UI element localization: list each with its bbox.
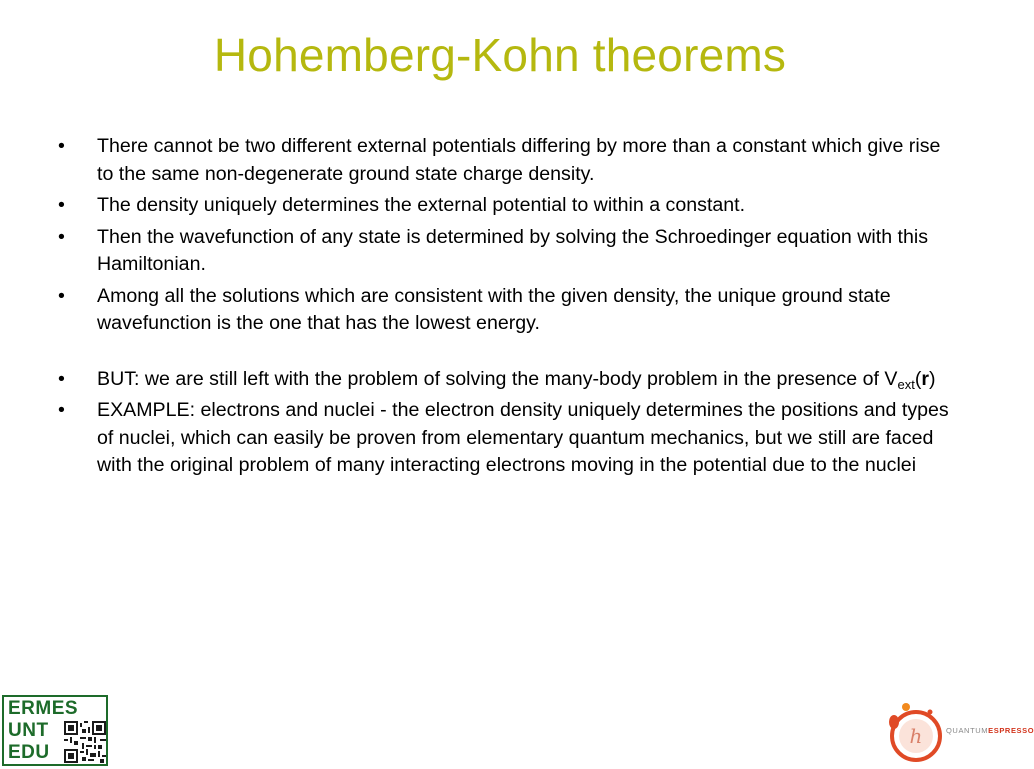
ermes-logo-line1: ERMES [8, 698, 79, 719]
but-text: BUT: we are still left with the problem of solving the many-body problem in the presence of V [97, 367, 898, 390]
ermes-logo-line3: EDU [8, 742, 50, 763]
slide-title: Hohemberg-Kohn theorems [213, 29, 787, 81]
bullet-marker: • [58, 367, 65, 390]
quantum-espresso-logo [880, 700, 1034, 764]
bullet-item [58, 224, 958, 279]
bullet-marker: • [58, 225, 65, 248]
qr-code-icon [64, 721, 106, 763]
bullet-text [97, 368, 936, 390]
close-paren: ) [928, 367, 936, 390]
bullet-list [58, 133, 958, 484]
ermes-logo-line2: UNT [8, 720, 49, 741]
qe-wordmark-quantum: QUANTUM [946, 726, 989, 735]
bullet-text: The density uniquely determines the external potential to within a constant. [97, 194, 746, 216]
bullet-marker: • [58, 135, 65, 157]
bullet-item-but [58, 366, 958, 394]
bullet-marker: • [58, 194, 65, 216]
bullet-item [58, 192, 958, 220]
bullet-item [58, 133, 958, 188]
bullet-text: Then the wavefunction of any state is determined by solving the Schroedinger equation with this Hamiltonian. [97, 225, 929, 275]
bullet-text: EXAMPLE: electrons and nuclei - the electron density uniquely determines the positions and types of nuclei, which can easily be proven from elementary quantum mechanics, but we still are faced with the original problem of many interacting electrons moving in the potential due to the nuclei [97, 399, 949, 476]
position-vector-r: r [921, 367, 929, 390]
bullet-item [58, 283, 958, 338]
bullet-marker: • [58, 399, 65, 421]
ext-subscript: ext [897, 376, 915, 392]
svg-text:h: h [909, 724, 923, 748]
bullet-item-example [58, 397, 958, 480]
bullet-text: Among all the solutions which are consistent with the given density, the unique ground state wavefunction is the one that has the lowest energy. [97, 284, 891, 334]
qe-wordmark-espresso: ESPRESSO [988, 726, 1034, 735]
ermes-logo [2, 695, 108, 766]
bullet-text: There cannot be two different external potentials differing by more than a constant which give rise to the same non-degenerate ground state charge density. [97, 135, 941, 185]
bullet-marker: • [58, 284, 65, 307]
quantum-espresso-wordmark [946, 726, 1034, 735]
quantum-espresso-emblem-icon [880, 700, 946, 764]
open-paren: ( [914, 367, 922, 390]
